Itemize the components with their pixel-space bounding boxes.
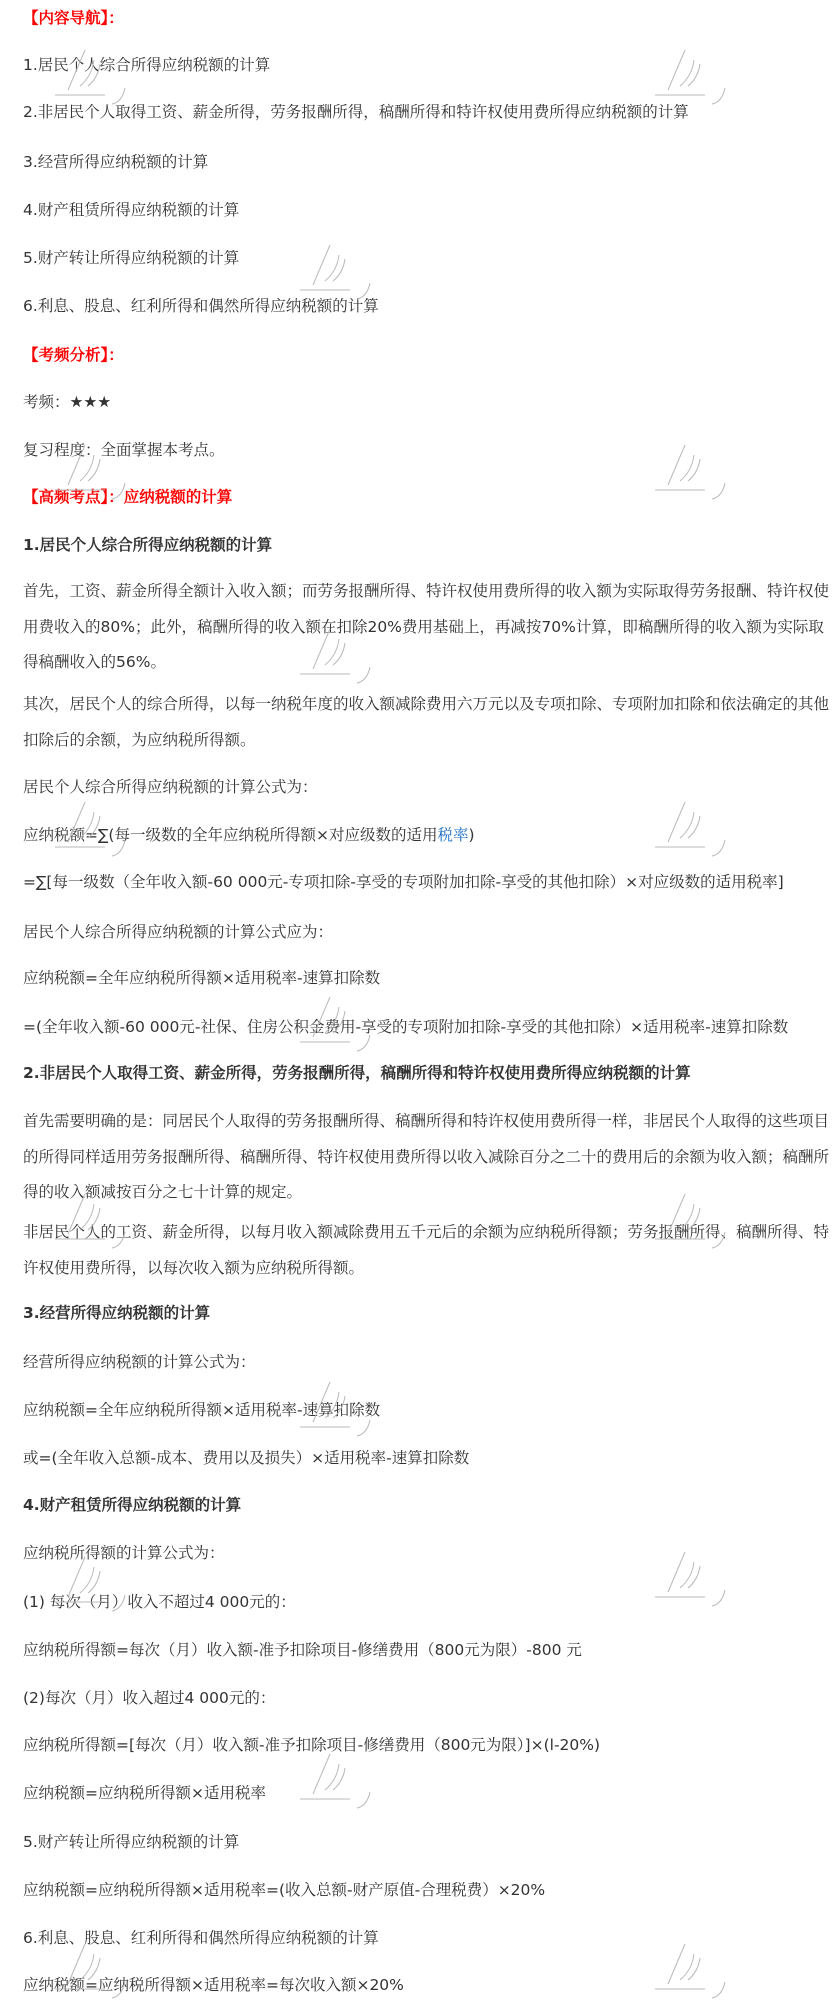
section-5-formula: 应纳税额=应纳税所得额×适用税率=(收入总额-财产原值-合理税费）×20% xyxy=(23,1881,546,1899)
section-2-paragraph-1: 首先需要明确的是：同居民个人取得的劳务报酬所得、稿酬所得和特许权使用费所得一样，非居民个人取得的这些项目的所得同样适用劳务报酬所得、稿酬所得、特许权使用费所得以收入减除百分之二十的费用后的余额为收入额；稿酬所得的收入额减按百分之七十计算的规定。 xyxy=(23,1112,830,1201)
section-1-formula-intro-2: 居民个人综合所得应纳税额的计算公式应为： xyxy=(23,923,334,941)
tax-rate-link[interactable]: 税率 xyxy=(437,826,469,844)
section-6-title: 6.利息、股息、红利所得和偶然所得应纳税额的计算 xyxy=(23,1929,379,1947)
section-6-formula: 应纳税额=应纳税所得额×适用税率=每次收入额×20% xyxy=(23,1976,404,1994)
section-4-title: 4.财产租赁所得应纳税额的计算 xyxy=(23,1496,242,1514)
section-3-formula-1: 应纳税额=全年应纳税所得额×适用税率-速算扣除数 xyxy=(23,1401,381,1419)
nav-item-2: 2.非居民个人取得工资、薪金所得，劳务报酬所得，稿酬所得和特许权使用费所得应纳税额的计算 xyxy=(23,103,689,121)
section-4-case-2-formula: 应纳税所得额=[每次（月）收入额-准予扣除项目-修缮费用（800元为限）]×(l-20%) xyxy=(23,1736,601,1754)
review-level: 复习程度：全面掌握本考点。 xyxy=(23,441,225,459)
section-1-title: 1.居民个人综合所得应纳税额的计算 xyxy=(23,536,273,554)
section-5-title: 5.财产转让所得应纳税额的计算 xyxy=(23,1833,240,1851)
section-4-tax-formula: 应纳税额=应纳税所得额×适用税率 xyxy=(23,1784,266,1802)
section-4-case-1-formula: 应纳税所得额=每次（月）收入额-准予扣除项目-修缮费用（800元为限）-800 元 xyxy=(23,1641,582,1659)
nav-heading: 【内容导航】： xyxy=(23,9,124,27)
section-3-formula-2: 或=(全年收入总额-成本、费用以及损失）×适用税率-速算扣除数 xyxy=(23,1449,470,1467)
keypoint-heading: 【高频考点】：应纳税额的计算 xyxy=(23,488,233,506)
section-1-formula-3: 应纳税额=全年应纳税所得额×适用税率-速算扣除数 xyxy=(23,969,381,987)
section-1-formula-2: =∑[每一级数（全年收入额-60 000元-专项扣除-享受的专项附加扣除-享受的其他扣除）×对应级数的适用税率] xyxy=(23,873,784,891)
formula-1-suffix: ) xyxy=(468,826,475,844)
section-2-paragraph-2: 非居民个人的工资、薪金所得，以每月收入额减除费用五千元后的余额为应纳税所得额；劳务报酬所得、稿酬所得、特许权使用费所得，以每次收入额为应纳税所得额。 xyxy=(23,1223,830,1277)
section-4-formula-intro: 应纳税所得额的计算公式为： xyxy=(23,1544,225,1562)
section-1-formula-4: =(全年收入额-60 000元-社保、住房公积金费用-享受的专项附加扣除-享受的其他扣除）×适用税率-速算扣除数 xyxy=(23,1018,789,1036)
section-4-case-1: (1) 每次（月）收入不超过4 000元的： xyxy=(23,1593,296,1611)
nav-item-6: 6.利息、股息、红利所得和偶然所得应纳税额的计算 xyxy=(23,297,379,315)
nav-item-5: 5.财产转让所得应纳税额的计算 xyxy=(23,249,240,267)
section-1-paragraph-2: 其次，居民个人的综合所得，以每一纳税年度的收入额减除费用六万元以及专项扣除、专项附加扣除和依法确定的其他扣除后的余额，为应纳税所得额。 xyxy=(23,695,830,749)
section-3-formula-intro: 经营所得应纳税额的计算公式为： xyxy=(23,1353,256,1371)
nav-item-4: 4.财产租赁所得应纳税额的计算 xyxy=(23,201,240,219)
analysis-heading: 【考频分析】： xyxy=(23,346,124,364)
formula-1-prefix: 应纳税额=∑(每一级数的全年应纳税所得额×对应级数的适用 xyxy=(23,826,438,844)
section-1-formula-intro: 居民个人综合所得应纳税额的计算公式为： xyxy=(23,778,318,796)
section-2-title: 2.非居民个人取得工资、薪金所得，劳务报酬所得，稿酬所得和特许权使用费所得应纳税额的计算 xyxy=(23,1064,691,1082)
section-1-paragraph-1: 首先，工资、薪金所得全额计入收入额；而劳务报酬所得、特许权使用费所得的收入额为实际取得劳务报酬、特许权使用费收入的80%；此外，稿酬所得的收入额在扣除20%费用基础上，再减按70%计算，即稿酬所得的收入额为实际取得稿酬收入的56%。 xyxy=(23,582,830,671)
section-1-formula-1 xyxy=(23,823,826,847)
section-3-title: 3.经营所得应纳税额的计算 xyxy=(23,1304,211,1322)
nav-item-1: 1.居民个人综合所得应纳税额的计算 xyxy=(23,56,271,74)
section-4-case-2: (2)每次（月）收入超过4 000元的： xyxy=(23,1689,276,1707)
frequency-rating: 考频：★★★ xyxy=(23,393,112,411)
nav-item-3: 3.经营所得应纳税额的计算 xyxy=(23,153,209,171)
